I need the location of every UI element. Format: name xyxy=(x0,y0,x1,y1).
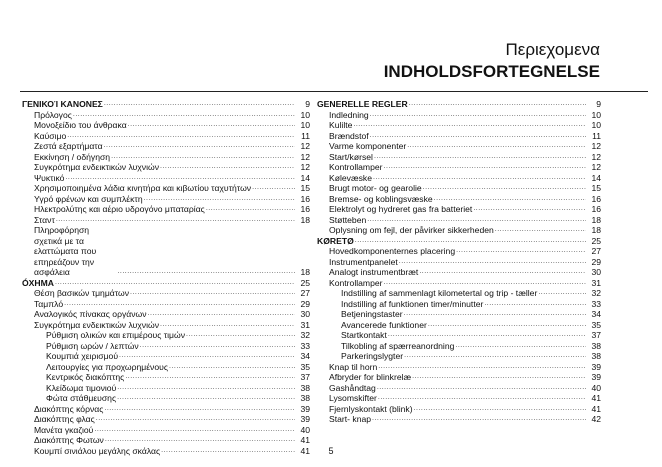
toc-entry xyxy=(22,404,310,415)
toc-entry-title: Kontrollamper xyxy=(329,277,383,288)
toc-entry xyxy=(317,236,601,247)
toc-dot-leader xyxy=(160,162,295,173)
toc-dot-leader xyxy=(407,141,586,152)
toc-entry-page: 14 xyxy=(300,172,310,183)
toc-entry-page: 10 xyxy=(300,120,310,130)
toc-entry-page: 10 xyxy=(300,109,310,120)
toc-entry-page: 42 xyxy=(591,414,601,424)
toc-dot-leader xyxy=(378,362,586,373)
toc-entry-title: Θέση βασικών τμημάτων xyxy=(34,288,130,298)
toc-dot-leader xyxy=(96,414,295,425)
toc-dot-leader xyxy=(419,267,586,278)
horizontal-rule xyxy=(20,91,648,92)
toc-entry-title: Brændstof xyxy=(329,130,369,141)
toc-entry xyxy=(317,110,601,121)
toc-dot-leader xyxy=(404,309,586,320)
toc-dot-leader xyxy=(104,99,295,110)
toc-entry xyxy=(22,204,310,215)
toc-entry xyxy=(317,320,601,331)
toc-entry xyxy=(317,183,601,194)
toc-dot-leader xyxy=(140,341,295,352)
toc-entry-page: 10 xyxy=(591,109,601,120)
toc-entry-page: 31 xyxy=(591,277,601,288)
toc-dot-leader xyxy=(111,152,295,163)
toc-entry-title: Διακόπτης Φωτων xyxy=(34,435,104,445)
toc-entry-page: 12 xyxy=(300,162,310,172)
toc-entry-title: Ρύθμιση ωρών / λεπτών xyxy=(46,340,139,351)
toc-dot-leader xyxy=(404,351,586,362)
toc-column-greek xyxy=(22,99,310,456)
toc-entry-page: 41 xyxy=(300,445,310,456)
toc-entry-page: 41 xyxy=(591,393,601,403)
toc-entry-title: Ηλεκτρολύτης και αέριο υδρογόνο μπαταρίας xyxy=(34,204,205,214)
toc-entry xyxy=(317,404,601,415)
toc-entry-title: ΓΕΝΙΚΟΊ ΚΑΝΟΝΕΣ xyxy=(22,99,103,109)
toc-dot-leader xyxy=(148,309,295,320)
toc-entry-title: Υγρό φρένων και συμπλέκτη xyxy=(34,193,143,204)
toc-dot-leader xyxy=(56,215,295,226)
toc-entry-title: Καύσιμο xyxy=(34,130,67,141)
toc-entry xyxy=(22,215,310,226)
toc-entry-page: 9 xyxy=(596,99,601,109)
toc-entry-page: 29 xyxy=(591,256,601,267)
toc-entry-title: Knap til horn xyxy=(329,361,378,372)
toc-entry-page: 35 xyxy=(591,319,601,330)
toc-entry-page: 12 xyxy=(591,162,601,172)
toc-entry-page: 41 xyxy=(300,435,310,445)
toc-entry xyxy=(317,120,601,131)
toc-entry-title: Αναλογικός πίνακας οργάνων xyxy=(34,309,147,319)
toc-entry xyxy=(317,194,601,205)
toc-dot-leader xyxy=(186,330,295,341)
toc-entry-page: 10 xyxy=(591,120,601,130)
toc-entry-page: 32 xyxy=(300,330,310,340)
toc-entry-title: Indstilling af sammenlagt kilometertal og trip - tæller xyxy=(341,288,538,298)
toc-entry-title: KØRETØ xyxy=(317,235,354,246)
toc-entry-page: 27 xyxy=(300,288,310,298)
toc-entry-title: Parkeringslygter xyxy=(341,351,404,361)
toc-entry-page: 18 xyxy=(591,214,601,225)
toc-entry xyxy=(317,152,601,163)
toc-dot-leader xyxy=(399,257,586,268)
toc-entry-page: 29 xyxy=(300,298,310,309)
toc-entry xyxy=(22,162,310,173)
toc-entry-page: 12 xyxy=(591,151,601,162)
toc-dot-leader xyxy=(252,183,295,194)
toc-entry xyxy=(317,393,601,404)
toc-entry-title: Indledning xyxy=(329,109,369,120)
toc-entry xyxy=(22,309,310,320)
toc-column-danish xyxy=(317,99,601,425)
toc-dot-leader xyxy=(206,204,295,215)
toc-dot-leader xyxy=(434,194,586,205)
toc-entry-page: 30 xyxy=(300,309,310,319)
toc-dot-leader xyxy=(104,404,295,415)
toc-entry-title: Φώτα στάθμευσης xyxy=(46,393,117,403)
toc-entry-title: ÓΧΗΜΑ xyxy=(22,277,54,288)
toc-entry-title: Σταντ xyxy=(34,214,55,225)
toc-entry-title: Indstilling af funktionen timer/minutter xyxy=(341,298,484,309)
toc-entry-title: Afbryder for blinkrelæ xyxy=(329,372,412,382)
toc-entry xyxy=(22,278,310,289)
toc-dot-leader xyxy=(428,320,586,331)
toc-entry xyxy=(317,414,601,425)
toc-entry-title: Λειτουργίες για προχωρημένους xyxy=(46,361,168,372)
toc-dot-leader xyxy=(414,404,586,415)
toc-dot-leader xyxy=(370,110,586,121)
toc-entry-title: Brugt motor- og gearolie xyxy=(329,183,422,193)
toc-dot-leader xyxy=(495,225,586,236)
toc-entry xyxy=(317,215,601,226)
toc-dot-leader xyxy=(377,383,586,394)
toc-entry-title: Start- knap xyxy=(329,414,372,424)
toc-entry-page: 15 xyxy=(300,183,310,193)
toc-entry-page: 38 xyxy=(300,382,310,393)
toc-entry-page: 16 xyxy=(591,204,601,214)
toc-dot-leader xyxy=(378,393,586,404)
toc-dot-leader xyxy=(105,435,295,446)
toc-entry-page: 18 xyxy=(300,267,310,277)
toc-entry xyxy=(22,225,310,278)
toc-dot-leader xyxy=(128,120,295,131)
toc-entry-title: Hovedkomponenternes placering xyxy=(329,246,456,256)
toc-entry xyxy=(317,131,601,142)
toc-dot-leader xyxy=(169,362,295,373)
toc-dot-leader xyxy=(374,152,586,163)
toc-entry xyxy=(317,330,601,341)
toc-entry-page: 27 xyxy=(591,246,601,256)
toc-entry-title: Μανέτα γκαζιού xyxy=(34,424,94,435)
toc-dot-leader xyxy=(55,278,295,289)
toc-entry-title: Startkontakt xyxy=(341,330,387,340)
toc-entry-page: 39 xyxy=(591,372,601,382)
toc-entry-title: GENERELLE REGLER xyxy=(317,99,408,109)
toc-entry xyxy=(22,110,310,121)
toc-dot-leader xyxy=(384,278,587,289)
toc-entry-page: 11 xyxy=(301,130,310,141)
toc-entry xyxy=(317,299,601,310)
toc-entry xyxy=(22,425,310,436)
toc-dot-leader xyxy=(117,393,295,404)
toc-dot-leader xyxy=(409,99,586,110)
toc-dot-leader xyxy=(423,183,586,194)
toc-entry-page: 12 xyxy=(300,141,310,151)
toc-entry xyxy=(22,435,310,446)
toc-dot-leader xyxy=(384,162,587,173)
toc-entry-page: 25 xyxy=(591,235,601,246)
toc-entry-title: Støtteben xyxy=(329,214,367,225)
toc-dot-leader xyxy=(355,236,586,247)
toc-entry-page: 41 xyxy=(591,403,601,414)
toc-entry-page: 40 xyxy=(300,424,310,435)
toc-entry xyxy=(22,330,310,341)
toc-entry-page: 18 xyxy=(300,214,310,225)
toc-entry-page: 33 xyxy=(300,340,310,351)
toc-entry-page: 39 xyxy=(300,403,310,414)
toc-entry-title: Ταμπλό xyxy=(34,298,64,309)
toc-entry-title: Instrumentpanelet xyxy=(329,256,398,267)
toc-entry xyxy=(22,393,310,404)
toc-entry-page: 40 xyxy=(591,382,601,393)
toc-entry xyxy=(22,414,310,425)
toc-entry xyxy=(22,288,310,299)
toc-entry-title: Oplysning om fejl, der påvirker sikkerheden xyxy=(329,225,494,235)
toc-entry xyxy=(22,341,310,352)
toc-entry xyxy=(22,99,310,110)
toc-entry-page: 34 xyxy=(591,309,601,319)
toc-entry-title: Analogt instrumentbræt xyxy=(329,267,419,277)
toc-entry xyxy=(317,278,601,289)
toc-entry xyxy=(317,309,601,320)
toc-entry-page: 34 xyxy=(300,351,310,361)
toc-dot-leader xyxy=(117,267,295,278)
toc-entry xyxy=(317,141,601,152)
toc-dot-leader xyxy=(104,141,295,152)
toc-entry-title: Κεντρικός διακόπτης xyxy=(46,372,125,382)
toc-entry xyxy=(22,299,310,310)
toc-entry xyxy=(22,372,310,383)
title-danish: INDHOLDSFORTEGNELSE xyxy=(383,62,600,81)
toc-dot-leader xyxy=(130,288,295,299)
toc-entry xyxy=(317,204,601,215)
toc-entry xyxy=(22,183,310,194)
toc-dot-leader xyxy=(117,383,295,394)
toc-entry-title: Κουμπιά χειρισμού xyxy=(46,351,119,361)
toc-dot-leader xyxy=(455,341,586,352)
toc-entry-title: Start/kørsel xyxy=(329,151,373,162)
toc-entry-title: Bremse- og koblingsvæske xyxy=(329,193,433,204)
toc-dot-leader xyxy=(119,351,295,362)
toc-entry-title: Varme komponenter xyxy=(329,141,407,151)
toc-entry-title: Kulilte xyxy=(329,120,353,130)
toc-dot-leader xyxy=(484,299,586,310)
toc-entry-title: Elektrolyt og hydreret gas fra batteriet xyxy=(329,204,473,214)
toc-dot-leader xyxy=(367,215,586,226)
toc-dot-leader xyxy=(473,204,586,215)
toc-dot-leader xyxy=(388,330,586,341)
toc-entry-page: 12 xyxy=(591,141,601,151)
toc-entry xyxy=(22,351,310,362)
toc-entry-page: 38 xyxy=(300,393,310,403)
toc-entry-title: Ρύθμιση ολικών και επιμέρους τιμών xyxy=(46,330,186,340)
toc-entry-page: 38 xyxy=(591,351,601,361)
toc-entry-title: Διακόπτης φλας xyxy=(34,414,95,424)
toc-entry-page: 16 xyxy=(300,204,310,214)
toc-entry-page: 33 xyxy=(591,298,601,309)
toc-dot-leader xyxy=(67,131,295,142)
toc-entry-title: Εκκίνηση / οδήγηση xyxy=(34,151,111,162)
toc-entry-title: Μονοξείδιο του άνθρακα xyxy=(34,120,127,130)
toc-entry-page: 38 xyxy=(591,340,601,351)
toc-entry xyxy=(22,152,310,163)
toc-dot-leader xyxy=(65,173,295,184)
toc-entry xyxy=(22,383,310,394)
toc-entry xyxy=(317,257,601,268)
toc-entry xyxy=(317,351,601,362)
toc-entry-title: Συγκρότημα ενδεικτικών λυχνιών xyxy=(34,162,159,172)
toc-dot-leader xyxy=(373,173,586,184)
toc-entry xyxy=(22,320,310,331)
toc-dot-leader xyxy=(456,246,586,257)
toc-entry xyxy=(317,362,601,373)
toc-entry-title: Fjernlyskontakt (blink) xyxy=(329,403,413,414)
toc-entry-title: Betjeningstaster xyxy=(341,309,403,319)
toc-entry xyxy=(22,131,310,142)
toc-entry-page: 31 xyxy=(300,319,310,330)
toc-entry xyxy=(317,372,601,383)
toc-entry-page: 9 xyxy=(305,99,310,109)
toc-dot-leader xyxy=(73,110,295,121)
toc-entry xyxy=(317,173,601,184)
toc-entry-page: 39 xyxy=(300,414,310,424)
toc-dot-leader xyxy=(372,414,586,425)
toc-dot-leader xyxy=(125,372,295,383)
toc-dot-leader xyxy=(370,131,586,142)
toc-entry-title: Avancerede funktioner xyxy=(341,319,427,330)
toc-dot-leader xyxy=(144,194,295,205)
toc-entry-title: Gashåndtag xyxy=(329,382,376,393)
toc-dot-leader xyxy=(412,372,586,383)
toc-entry xyxy=(22,141,310,152)
toc-entry-title: Πρόλογος xyxy=(34,109,72,120)
toc-entry xyxy=(317,341,601,352)
toc-entry-page: 39 xyxy=(591,361,601,372)
toc-entry-page: 32 xyxy=(591,288,601,298)
toc-entry xyxy=(317,225,601,236)
toc-entry xyxy=(22,194,310,205)
toc-entry-title: Κουμπί σινιάλου μεγάλης σκάλας xyxy=(34,445,161,456)
toc-entry xyxy=(22,173,310,184)
toc-entry-title: Kontrollamper xyxy=(329,162,383,172)
toc-entry xyxy=(317,162,601,173)
toc-dot-leader xyxy=(353,120,586,131)
toc-entry-page: 37 xyxy=(591,330,601,340)
toc-entry-page: 11 xyxy=(592,130,601,141)
toc-entry-title: Κλείδωμα τιμονιού xyxy=(46,382,117,393)
toc-entry-title: Lysomskifter xyxy=(329,393,377,403)
toc-entry-page: 35 xyxy=(300,361,310,372)
title-block xyxy=(384,40,600,82)
toc-entry-title: Tilkobling af spærreanordning xyxy=(341,340,455,351)
toc-entry-page: 16 xyxy=(300,193,310,204)
toc-entry-page: 18 xyxy=(591,225,601,235)
toc-entry-page: 37 xyxy=(300,372,310,382)
toc-entry xyxy=(317,267,601,278)
toc-entry-page: 14 xyxy=(591,172,601,183)
toc-entry xyxy=(22,120,310,131)
toc-entry xyxy=(317,288,601,299)
toc-entry-page: 15 xyxy=(591,183,601,193)
toc-entry-title: Χρησιμοποιημένα λάδια κινητήρα και κιβωτίου ταχυτήτων xyxy=(34,183,252,193)
toc-entry-title: Διακόπτης κόρνας xyxy=(34,403,104,414)
toc-dot-leader xyxy=(538,288,586,299)
toc-entry xyxy=(317,99,601,110)
toc-dot-leader xyxy=(64,299,295,310)
toc-entry xyxy=(317,246,601,257)
toc-dot-leader xyxy=(94,425,295,436)
toc-entry-title: Συγκρότημα ενδεικτικών λυχνιών xyxy=(34,319,159,330)
toc-entry-title: Πληροφόρηση σχετικά με τα ελαττώματα που επηρεάζουν την ασφάλεια xyxy=(34,225,97,277)
page-number: 5 xyxy=(328,446,334,456)
toc-entry-page: 16 xyxy=(591,193,601,204)
toc-entry xyxy=(22,362,310,373)
toc-entry-page: 12 xyxy=(300,151,310,162)
toc-entry-title: Ψυκτικό xyxy=(34,172,65,183)
toc-dot-leader xyxy=(160,320,295,331)
title-greek: Περιεχομενα xyxy=(505,40,600,59)
toc-entry-page: 25 xyxy=(300,277,310,288)
toc-entry-title: Kølevæske xyxy=(329,172,372,183)
toc-entry xyxy=(317,383,601,394)
toc-entry-title: Ζεστά εξαρτήματα xyxy=(34,141,103,151)
toc-entry-page: 30 xyxy=(591,267,601,277)
